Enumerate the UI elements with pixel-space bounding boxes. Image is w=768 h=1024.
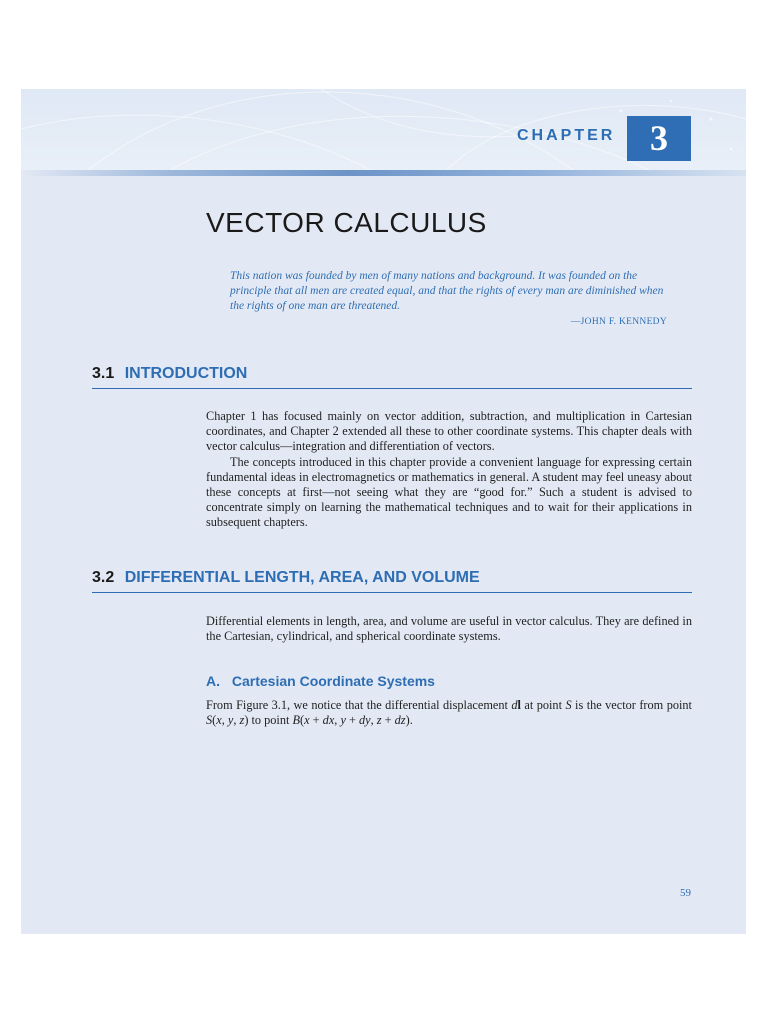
math-var: dz (394, 713, 406, 728)
math-var: x (216, 713, 222, 728)
text-run: , (370, 713, 377, 728)
text-run: , (334, 713, 341, 728)
section-number: 3.2 (92, 569, 115, 586)
paragraph: Chapter 1 has focused mainly on vector addition, subtraction, and multiplication in Cartesian coordinates, and Chapter 2 extended all these to other coordinate systems. This chapter deals with vector calculus—integration and differentiation of vectors. (206, 409, 692, 454)
text-run: ( (212, 713, 217, 728)
section-number: 3.1 (92, 365, 115, 382)
math-var: dx (322, 713, 335, 728)
math-vector: l (517, 698, 521, 712)
math-var: S (565, 698, 572, 712)
text-run: + (345, 713, 359, 728)
text-run: + (381, 713, 395, 728)
text-run: ( (300, 713, 305, 728)
math-var: dy (359, 713, 371, 728)
math-var: d (511, 698, 518, 712)
section-title: DIFFERENTIAL LENGTH, AREA, AND VOLUME (124, 569, 480, 586)
epigraph-attribution: —JOHN F. KENNEDY (570, 317, 667, 327)
text-run: is the vector from point (571, 698, 692, 712)
text-run: + (309, 713, 323, 728)
epigraph-quote: This nation was founded by men of many nations and background. It was founded on the principle that all men are created equal, and that the rights of every man are diminished when the rights of one man are threatened. (230, 270, 664, 312)
book-page (21, 89, 746, 934)
banner-stripe (21, 170, 746, 176)
math-var: z (239, 713, 245, 728)
math-var: x (304, 713, 310, 728)
page-number: 59 (680, 887, 691, 899)
math-var: y (227, 713, 234, 728)
text-run: ). (405, 713, 413, 728)
text-run: , (233, 713, 240, 728)
math-var: S (206, 713, 213, 728)
math-var: B (292, 713, 300, 728)
text-run: at point (520, 698, 566, 712)
math-var: y (340, 713, 346, 728)
differential-text (206, 614, 692, 644)
subsection-title: Cartesian Coordinate Systems (231, 673, 435, 689)
chapter-title: VECTOR CALCULUS (206, 207, 487, 238)
subsection-heading (206, 673, 435, 689)
subsection-letter: A. (206, 673, 220, 689)
paragraph: The concepts introduced in this chapter provide a convenient language for expressing certain fundamental ideas in electromagnetics or mathematics in general. A student may feel uneasy about these concepts at first—not seeing what they are “good for.” Such a student is advised to concentrate simply on learning the mathematical techniques and to wait for their applications in subsequent chapters. (206, 454, 692, 530)
introduction-text (206, 409, 692, 531)
text-run: ) to point (244, 713, 293, 728)
text-run: From Figure 3.1, we notice that the differential displacement (206, 698, 512, 712)
math-var: z (376, 713, 382, 728)
paragraph: Differential elements in length, area, and volume are useful in vector calculus. They are defined in the Cartesian, cylindrical, and spherical coordinate systems. (206, 614, 692, 644)
cartesian-text (206, 698, 692, 728)
section-heading-differential (92, 569, 692, 593)
chapter-label: CHAPTER (517, 127, 616, 144)
section-title: INTRODUCTION (124, 365, 248, 382)
chapter-banner (21, 89, 746, 176)
text-run: , (221, 713, 228, 728)
section-heading-introduction (92, 365, 692, 389)
paragraph (206, 698, 692, 728)
chapter-number-box: 3 (627, 116, 691, 161)
